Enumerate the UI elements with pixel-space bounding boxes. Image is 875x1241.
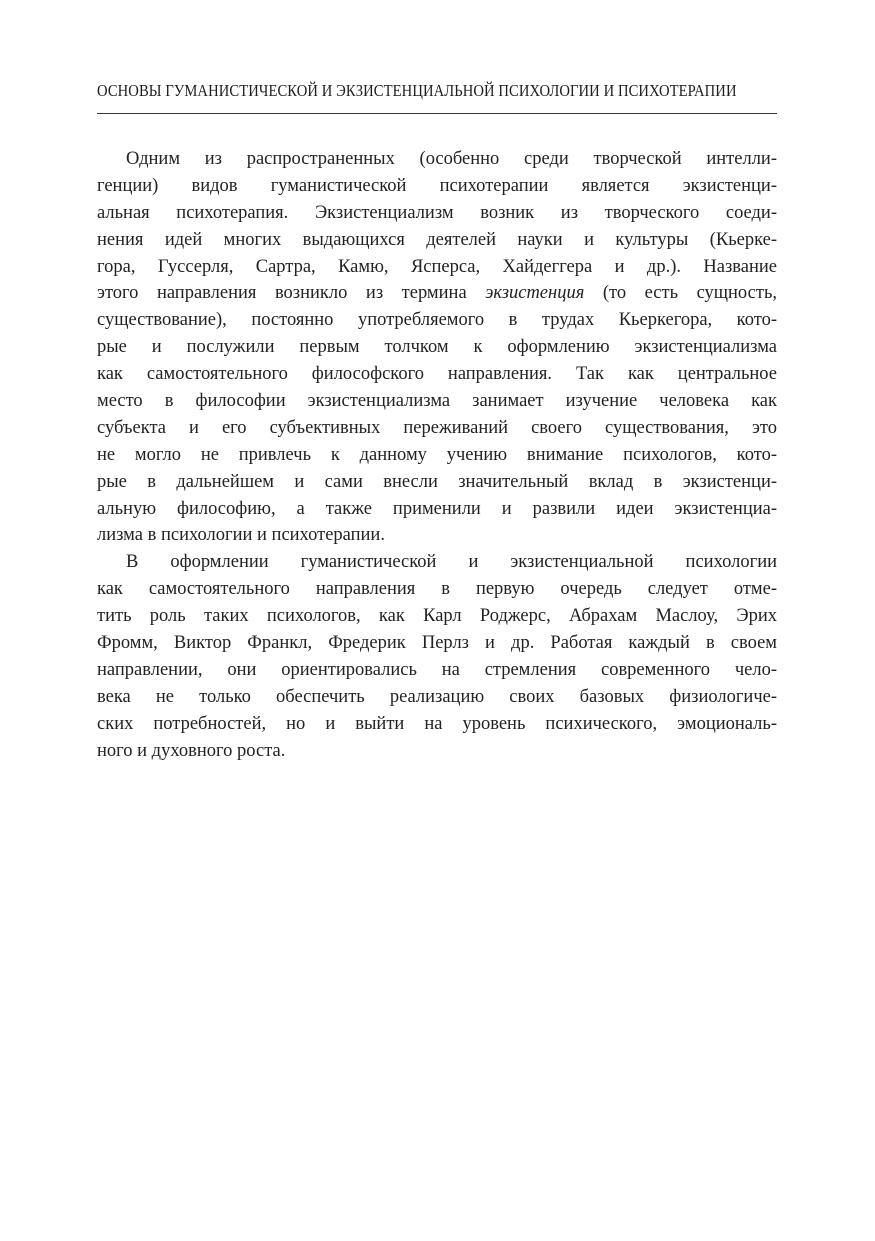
text-line: В оформлении гуманистической и экзистенциальной психологии bbox=[126, 552, 777, 573]
text-line: гора, Гуссерля, Сартра, Камю, Ясперса, Хайдеггера и др.). Название bbox=[97, 256, 777, 277]
text-line: Одним из распространенных (особенно среди творческой интелли- bbox=[126, 149, 777, 169]
text-line: как самостоятельного направления в первую очередь следует отме- bbox=[97, 579, 777, 600]
text-line: рые в дальнейшем и сами внесли значительный вклад в экзистенци- bbox=[97, 471, 777, 492]
running-header bbox=[97, 79, 777, 105]
text-line: ских потребностей, но и выйти на уровень психического, эмоциональ- bbox=[97, 713, 777, 734]
text-line: место в философии экзистенциализма занимает изучение человека как bbox=[97, 391, 777, 412]
text-line: не могло не привлечь к данному учению внимание психологов, кото- bbox=[97, 444, 777, 465]
text-line: субъекта и его субъективных переживаний своего существования, это bbox=[97, 417, 777, 438]
text-line: направлении, они ориентировались на стремления современного чело- bbox=[97, 659, 777, 680]
text-line: альная психотерапия. Экзистенциализм возник из творческого соеди- bbox=[97, 202, 777, 223]
paragraph-2 bbox=[97, 549, 777, 764]
text-line: нения идей многих выдающихся деятелей науки и культуры (Кьерке- bbox=[97, 229, 777, 250]
header-rule bbox=[97, 113, 777, 114]
body-text bbox=[97, 146, 777, 764]
text-line: альную философию, а также применили и развили идеи экзистенциа- bbox=[97, 498, 777, 519]
text-line bbox=[97, 280, 777, 307]
text-line: ного и духовного роста. bbox=[97, 740, 286, 761]
paragraph-1 bbox=[97, 146, 777, 549]
text-segment: этого направления возникло из термина bbox=[97, 283, 486, 304]
text-segment: (то есть сущность, bbox=[584, 283, 777, 304]
text-line: тить роль таких психологов, как Карл Роджерс, Абрахам Маслоу, Эрих bbox=[97, 606, 777, 627]
text-line: Фромм, Виктор Франкл, Фредерик Перлз и др. Работая каждый в своем bbox=[97, 633, 777, 654]
italic-term: экзистенция bbox=[485, 283, 585, 304]
text-line: генции) видов гуманистической психотерапии является экзистенци- bbox=[97, 175, 777, 196]
text-line: лизма в психологии и психотерапии. bbox=[97, 525, 385, 546]
text-line: существование), постоянно употребляемого в трудах Кьеркегора, кото- bbox=[97, 310, 777, 331]
text-line: как самостоятельного философского направления. Так как центральное bbox=[97, 364, 777, 385]
text-line: рые и послужили первым толчком к оформлению экзистенциализма bbox=[97, 337, 777, 358]
running-header-title: ОСНОВЫ ГУМАНИСТИЧЕСКОЙ И ЭКЗИСТЕНЦИАЛЬНОЙ ПСИХОЛОГИИ И ПСИХОТЕРАПИИ bbox=[97, 81, 737, 100]
text-line: века не только обеспечить реализацию своих базовых физиологиче- bbox=[97, 686, 777, 707]
